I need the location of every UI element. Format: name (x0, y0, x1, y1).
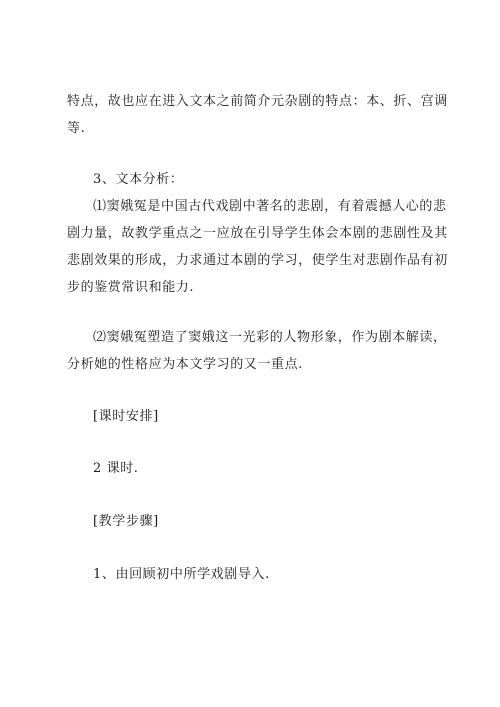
para1-line1: 特点，故也应在进入文本之前简介元杂剧的特点：本、折、宫调 (67, 94, 448, 109)
para2-line1: ⑴窦娥冤是中国古代戏剧中著名的悲剧，有着震撼人心的悲 (93, 199, 447, 214)
section3-heading: 3、文本分析： (93, 172, 184, 187)
steps-heading: [教学步骤] (93, 514, 159, 529)
para1-line2: 等. (67, 121, 86, 136)
para3-line1: ⑵窦娥冤塑造了窦娥这一光彩的人物形象，作为剧本解读， (93, 330, 447, 345)
para3-line2: 分析她的性格应为本文学习的又一重点. (67, 357, 303, 372)
schedule-heading: [课时安排] (93, 409, 159, 424)
para2-line4: 步的鉴赏常识和能力. (67, 280, 195, 295)
para2-line3: 悲剧效果的形成，力求通过本剧的学习，使学生对悲剧作品有初 (67, 253, 448, 268)
step-1: 1、由回顾初中所学戏剧导入. (93, 567, 270, 582)
para2-line2: 剧力量，故教学重点之一应放在引导学生体会本剧的悲剧性及其 (67, 226, 448, 241)
schedule-value: 2 课时. (93, 461, 139, 476)
